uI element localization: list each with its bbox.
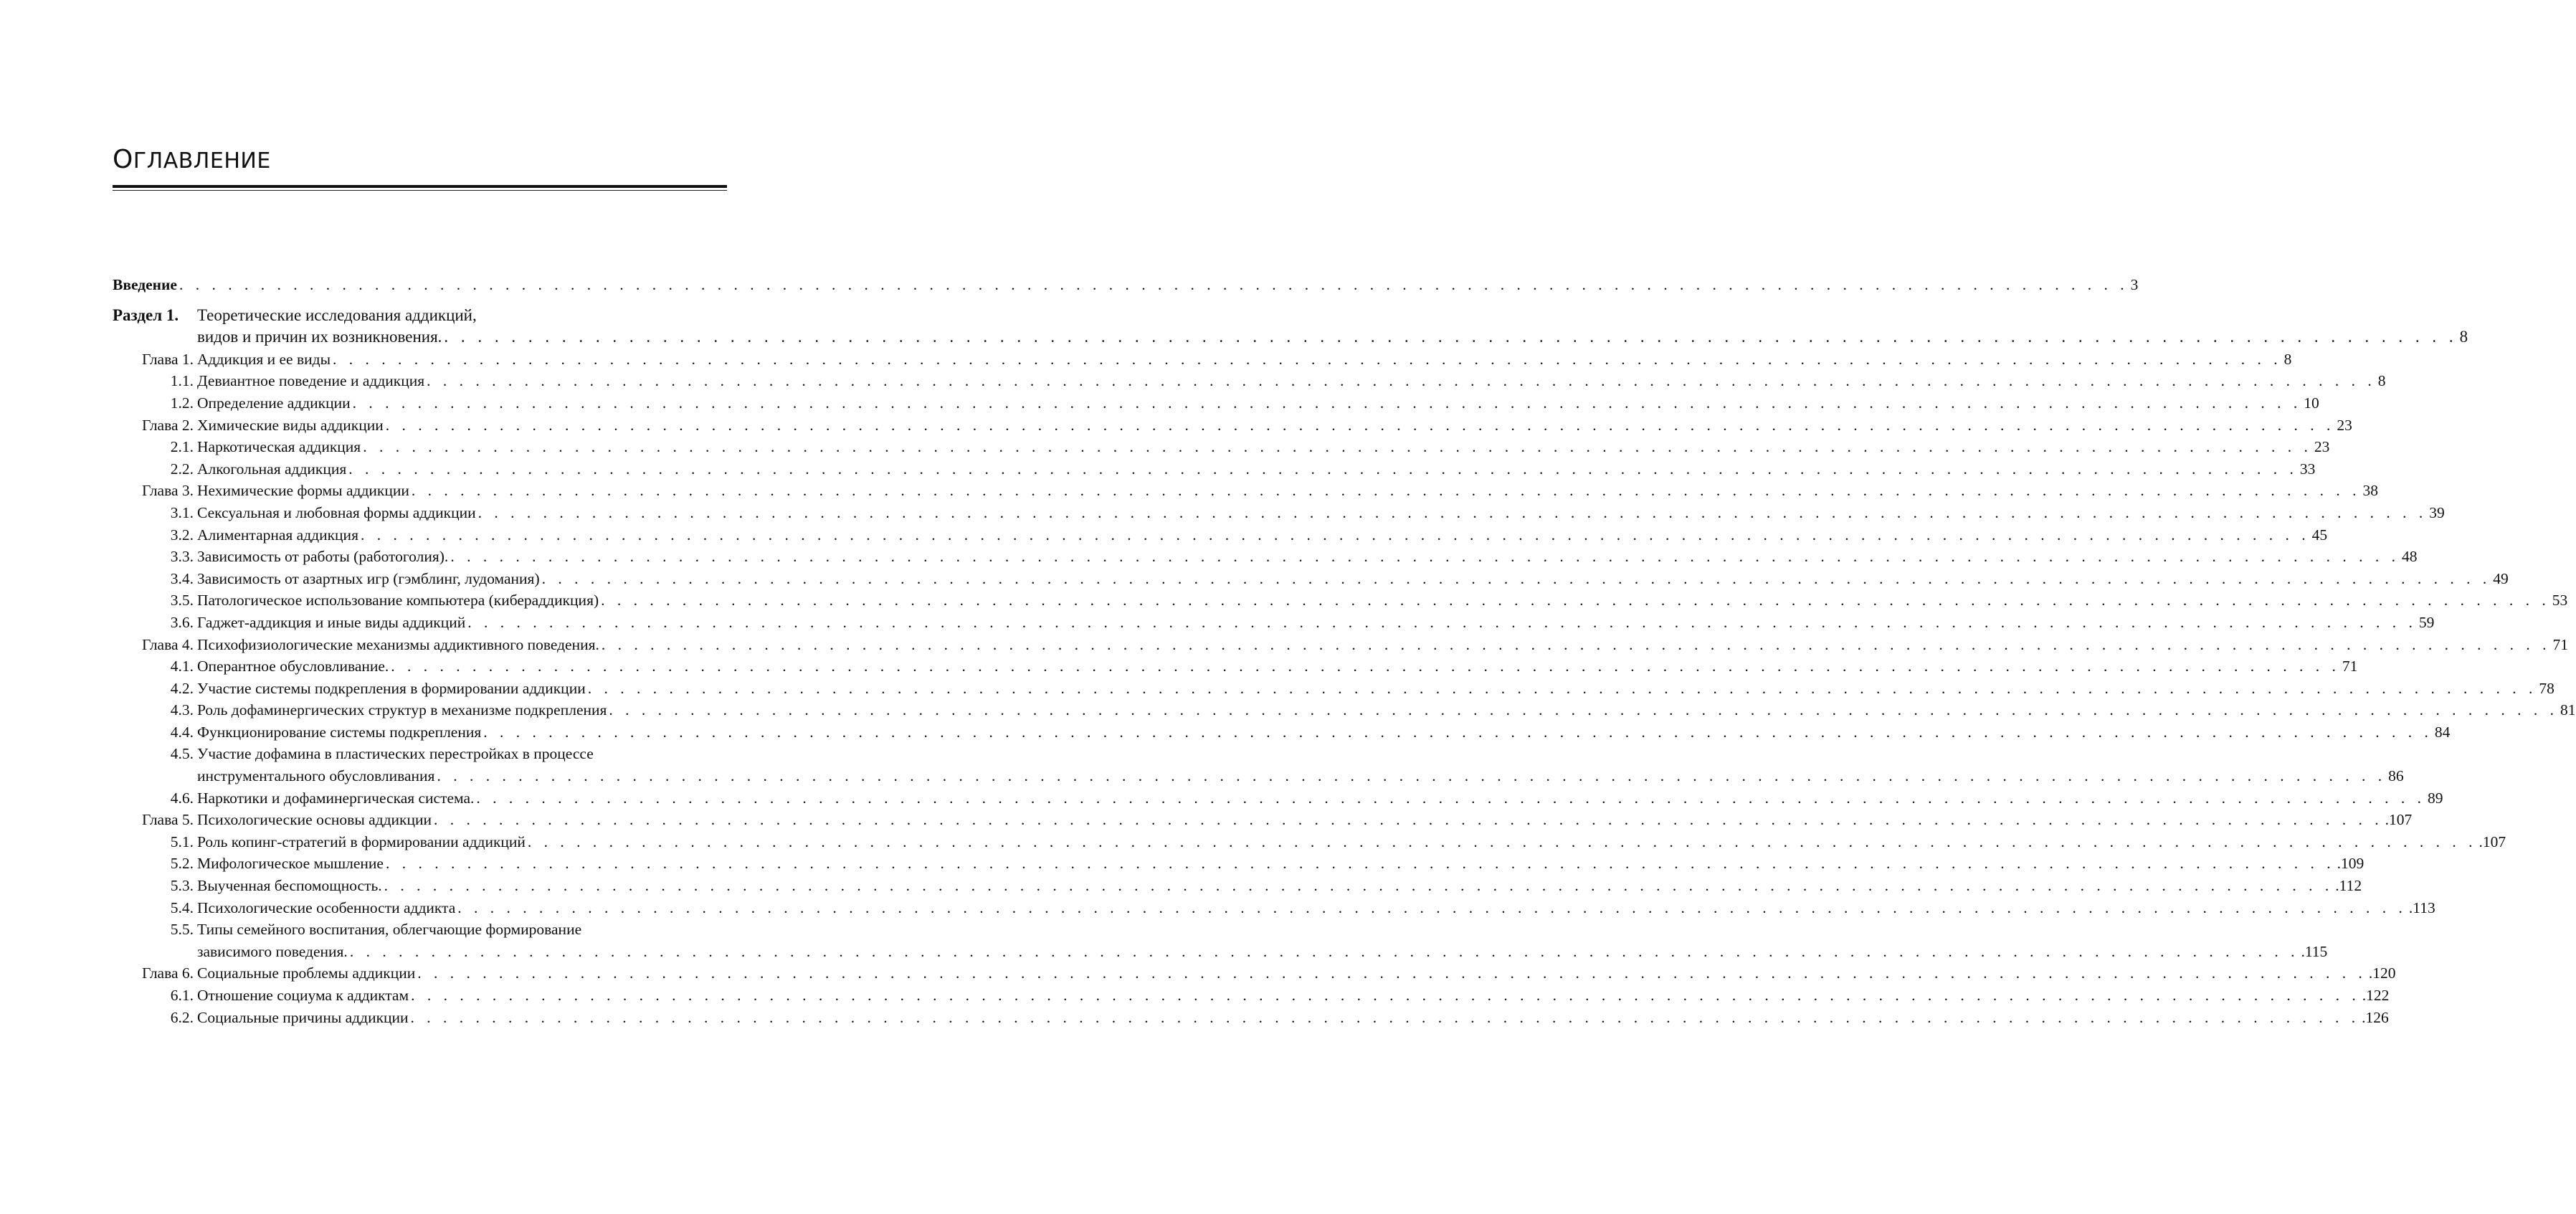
toc-entry-number: Глава 6.: [142, 964, 194, 982]
toc-entry-title: Патологическое использование компьютера (кибераддикция): [197, 592, 599, 610]
dot-leader: . . . . . . . . . . . . . . . . . . . . . . . . . . . . . . . . . . . . . . . . . . . . . . . . . . . . . . . . . . . . . . . . . . . . . . . . . . . . . . . . . . . . . . . . . . . . . . . . . . . . . . . . . . . . . . . . . . . . . . . .: [333, 350, 2282, 368]
toc-entry-page: 48: [2401, 548, 2418, 566]
toc-entry-title: Роль копинг-стратегий в формировании аддикций: [197, 833, 526, 850]
dot-leader: . . . . . . . . . . . . . . . . . . . . . . . . . . . . . . . . . . . . . . . . . . . . . . . . . . . . . . . . . . . . . . . . . . . . . . . . . . . . . . . . . . . . . . . . . . . . . . . . . . . . . . . . . . . . . . . . . . . . . . . .: [410, 1008, 2360, 1026]
dot-leader: . . . . . . . . . . . . . . . . . . . . . . . . . . . . . . . . . . . . . . . . . . . . . . . . . . . . . . . . . . . . . . . . . . . . . . . . . . . . . . . . . . . . . . . . . . . . . . . . . . . . . . . . . . . . . . . . . . . . . . . .: [601, 592, 2550, 610]
toc-entry-page: 33: [2299, 460, 2316, 478]
toc-entry-page: 10: [2304, 394, 2319, 412]
toc-entry-title: Аддикция и ее виды: [197, 350, 331, 368]
dot-leader: . . . . . . . . . . . . . . . . . . . . . . . . . . . . . . . . . . . . . . . . . . . . . . . . . . . . . . . . . . . . . . . . . . . . . . . . . . . . . . . . . . . . . . . . . . . . . . . . . . . . . . . . . . . . . . . . . . . . . . . .: [384, 877, 2334, 895]
toc-entry-page: 81: [2560, 701, 2576, 719]
toc-entry-title: Социальные проблемы аддикции: [197, 964, 416, 982]
toc-entry-number: 3.4.: [170, 569, 194, 587]
toc-entry-number: 6.1.: [170, 987, 194, 1004]
toc-section[interactable]: [113, 919, 728, 941]
toc-chapter[interactable]: [113, 962, 2396, 985]
toc-section[interactable]: [113, 897, 2435, 919]
toc-entry-page: .109: [2337, 855, 2364, 873]
toc-entry-title: Психофизиологические механизмы аддиктивного поведения.: [197, 635, 599, 653]
toc-entry-title: Участие дофамина в пластических перестройках в процессе: [197, 745, 594, 763]
toc-entry-number: Глава 2.: [142, 416, 194, 434]
toc-entry-page: 39: [2429, 503, 2445, 521]
toc-entry-page: 78: [2539, 679, 2554, 697]
toc-entry-page: 8: [2377, 372, 2386, 390]
toc-entry-page: 53: [2552, 592, 2568, 610]
toc-intro-title: Введение: [113, 276, 177, 293]
toc-entry-title: Алкогольная аддикция: [197, 460, 347, 478]
dot-leader: . . . . . . . . . . . . . . . . . . . . . . . . . . . . . . . . . . . . . . . . . . . . . . . . . . . . . . . . . . . . . . . . . . . . . . . . . . . . . . . . . . . . . . . . . . . . . . . . . . . . . . . . . . . . . . . . . . . . . . . .: [363, 438, 2312, 456]
toc-entry-page: 23: [2314, 438, 2330, 456]
toc-entry-title: Девиантное поведение и аддикция: [197, 372, 425, 390]
toc-entry-title: Определение аддикции: [197, 394, 351, 412]
dot-leader: . . . . . . . . . . . . . . . . . . . . . . . . . . . . . . . . . . . . . . . . . . . . . . . . . . . . . . . . . . . . . . . . . . . . . . . . . . . . . . . . . . . . . . . . . . . . . . . . . . . . . . . . . . . . . . . . . . . . . . . .: [385, 416, 2335, 434]
toc-entry-page: 89: [2428, 789, 2443, 807]
dot-leader: . . . . . . . . . . . . . . . . . . . . . . . . . . . . . . . . . . . . . . . . . . . . . . . . . . . . . . . . . . . . . . . . . . . . . . . . . . . . . . . . . . . . . . . . . . . . . . . . . . . . . . . . . . . . . . . . . . . . . . . .: [601, 635, 2551, 653]
toc-section[interactable]: [113, 655, 2358, 678]
dot-leader: . . . . . . . . . . . . . . . . . . . . . . . . . . . . . . . . . . . . . . . . . . . . . . . . . . . . . . . . . . . . . . . . . . . . . . . . . . . . . . . . . . . . . . . . . . . . . . . . . . . . . . . . . . . . . . . . . . . . . . . .: [609, 701, 2559, 719]
dot-leader: . . . . . . . . . . . . . . . . . . . . . . . . . . . . . . . . . . . . . . . . . . . . . . . . . . . . . . . . . . . . . . . . . . . . . . . . . . . . . . . . . . . . . . . . . . . . . . . . . . . . . . . . . . . . . . . . . . . . . . . .: [391, 658, 2340, 675]
toc-entry-title: Алиментарная аддикция: [197, 526, 358, 544]
toc-section[interactable]: [113, 875, 2362, 897]
toc-intro-page: 3: [2130, 276, 2139, 293]
toc-entry-number: 3.2.: [170, 526, 194, 544]
toc-entry-page: 23: [2337, 416, 2352, 434]
toc-entry-number: 5.4.: [170, 898, 194, 916]
toc-entry-number: 4.3.: [170, 701, 194, 719]
toc-entry-number: 5.1.: [170, 833, 194, 850]
toc-entry-title: Оперантное обусловливание.: [197, 658, 389, 675]
toc-entry-page: .107: [2478, 833, 2506, 850]
toc-entry-number: Глава 3.: [142, 482, 194, 500]
toc-chapter[interactable]: [113, 634, 2568, 656]
toc-section[interactable]: [113, 370, 2386, 392]
toc-entry-page: 86: [2388, 767, 2404, 785]
toc-intro[interactable]: [113, 274, 2139, 296]
toc-entry-title: Химические виды аддикции: [197, 416, 384, 434]
toc-part-line2[interactable]: [113, 326, 2468, 348]
page-title: [113, 145, 271, 174]
toc-entry-page: 45: [2311, 526, 2328, 544]
dot-leader: . . . . . . . . . . . . . . . . . . . . . . . . . . . . . . . . . . . . . . . . . . . . . . . . . . . . . . . . . . . . . . . . . . . . . . . . . . . . . . . . . . . . . . . . . . . . . . . . . . . . . . . . . . . . . . . . . . . . . . . .: [411, 482, 2361, 500]
toc-section[interactable]: [113, 589, 2568, 612]
toc-entry-number: 5.3.: [170, 877, 194, 895]
toc-entry-title: Наркотики и дофаминергическая система.: [197, 789, 475, 807]
toc-entry-page: .122: [2362, 987, 2390, 1004]
toc-entries: [113, 348, 2576, 1028]
toc-entry-page: .113: [2408, 898, 2435, 916]
dot-leader: . . . . . . . . . . . . . . . . . . . . . . . . . . . . . . . . . . . . . . . . . . . . . . . . . . . . . . . . . . . . . . . . . . . . . . . . . . . . . . . . . . . . . . . . . . . . . . . . . . . . . . . . . . . . . . . . . . . . . . . .: [483, 723, 2433, 741]
toc-entry-page: 71: [2552, 635, 2568, 653]
table-of-contents: [113, 274, 2576, 1028]
dot-leader: . . . . . . . . . . . . . . . . . . . . . . . . . . . . . . . . . . . . . . . . . . . . . . . . . . . . . . . . . . . . . . . . . . . . . . . . . . . . . . . . . . . . . . . . . . . . . . . . . . . . . . . . . . . . . . . . . . . . . . . .: [179, 276, 2129, 293]
toc-section-continued[interactable]: [113, 765, 2404, 787]
toc-entry-title: Социальные причины аддикции: [197, 1008, 409, 1026]
toc-part-line1[interactable]: [113, 305, 728, 327]
toc-entry-number: 1.1.: [170, 372, 194, 390]
toc-section[interactable]: [113, 1007, 2389, 1029]
toc-entry-number: Глава 1.: [142, 350, 194, 368]
toc-entry-number: 1.2.: [170, 394, 194, 412]
toc-chapter[interactable]: [113, 809, 2413, 831]
toc-entry-number: 3.3.: [170, 548, 194, 566]
dot-leader: . . . . . . . . . . . . . . . . . . . . . . . . . . . . . . . . . . . . . . . . . . . . . . . . . . . . . . . . . . . . . . . . . . . . . . . . . . . . . . . . . . . . . . . . . . . . . . . . . . . . . . . . . . . . . . . . . . . . . . . .: [385, 855, 2335, 873]
toc-entry-page: 8: [2283, 350, 2292, 368]
toc-entry-title: Мифологическое мышление: [197, 855, 384, 873]
toc-section[interactable]: [113, 436, 2330, 458]
dot-leader: . . . . . . . . . . . . . . . . . . . . . . . . . . . . . . . . . . . . . . . . . . . . . . . . . . . . . . . . . . . . . . . . . . . . . . . . . . . . . . . . . . . . . . . . . . . . . . . . . . . . . . . . . . . . . . . . . . . . . . . .: [349, 942, 2299, 960]
toc-entry-number: 2.1.: [170, 438, 194, 456]
toc-entry-title: Выученная беспомощность.: [197, 877, 382, 895]
dot-leader: . . . . . . . . . . . . . . . . . . . . . . . . . . . . . . . . . . . . . . . . . . . . . . . . . . . . . . . . . . . . . . . . . . . . . . . . . . . . . . . . . . . . . . . . . . . . . . . . . . . . . . . . . . . . . . . . . . . . . . . .: [360, 526, 2310, 544]
toc-section[interactable]: [113, 721, 2451, 744]
toc-entry-title: Роль дофаминергических структур в механизме подкрепления: [197, 701, 607, 719]
toc-entry-number: Глава 4.: [142, 635, 194, 653]
toc-entry-page: .112: [2335, 877, 2362, 895]
toc-chapter[interactable]: [113, 348, 2292, 371]
toc-entry-number: 3.6.: [170, 613, 194, 631]
toc-section[interactable]: [113, 612, 2435, 634]
toc-section[interactable]: [113, 787, 2443, 810]
toc-entry-title: Психологические основы аддикции: [197, 811, 432, 829]
toc-entry-number: Глава 5.: [142, 811, 194, 829]
toc-entry-title: Наркотическая аддикция: [197, 438, 361, 456]
toc-entry-page: 38: [2362, 482, 2379, 500]
toc-entry-title: Функционирование системы подкрепления: [197, 723, 482, 741]
toc-entry-title: Участие системы подкрепления в формировании аддикции: [197, 679, 586, 697]
toc-entry-title: инструментального обусловливания: [197, 767, 435, 785]
dot-leader: . . . . . . . . . . . . . . . . . . . . . . . . . . . . . . . . . . . . . . . . . . . . . . . . . . . . . . . . . . . . . . . . . . . . . . . . . . . . . . . . . . . . . . . . . . . . . . . . . . . . . . . . . . . . . . . . . . . . . . . .: [477, 503, 2428, 521]
toc-entry-title: Отношение социума к аддиктам: [197, 987, 409, 1004]
toc-entry-page: 49: [2493, 569, 2509, 587]
toc-part-title-line1: Теоретические исследования аддикций,: [197, 305, 477, 324]
toc-section[interactable]: [113, 699, 2576, 721]
toc-entry-page: 71: [2342, 658, 2358, 675]
toc-entry-page: 59: [2418, 613, 2435, 631]
toc-entry-page: 84: [2434, 723, 2451, 741]
toc-section[interactable]: [113, 502, 2445, 524]
dot-leader: . . . . . . . . . . . . . . . . . . . . . . . . . . . . . . . . . . . . . . . . . . . . . . . . . . . . . . . . . . . . . . . . . . . . . . . . . . . . . . . . . . . . . . . . . . . . . . . . . . . . . . . . . . . . . . . . . . . . . . . .: [476, 789, 2426, 807]
dot-leader: . . . . . . . . . . . . . . . . . . . . . . . . . . . . . . . . . . . . . . . . . . . . . . . . . . . . . . . . . . . . . . . . . . . . . . . . . . . . . . . . . . . . . . . . . . . . . . . . . . . . . . . . . . . . . . . . . . . . . . . .: [527, 833, 2477, 850]
dot-leader: . . . . . . . . . . . . . . . . . . . . . . . . . . . . . . . . . . . . . . . . . . . . . . . . . . . . . . . . . . . . . . . . . . . . . . . . . . . . . . . . . . . . . . . . . . . . . . . . . . . . . . . . . . . . . . . . . . . . . . . .: [587, 679, 2537, 697]
toc-chapter[interactable]: [113, 414, 2352, 437]
dot-leader: . . . . . . . . . . . . . . . . . . . . . . . . . . . . . . . . . . . . . . . . . . . . . . . . . . . . . . . . . . . . . . . . . . . . . . . . . . . . . . . . . . . . . . . . . . . . . . . . . . . . . . . . . . . . . . . . . . . . . . . .: [437, 767, 2387, 785]
title-rule-thin: [113, 190, 727, 191]
toc-entry-number: 4.1.: [170, 658, 194, 675]
dot-leader: . . . . . . . . . . . . . . . . . . . . . . . . . . . . . . . . . . . . . . . . . . . . . . . . . . . . . . . . . . . . . . . . . . . . . . . . . . . . . . . . . . . . . . . . . . . . . . . . . . . . . . . . . . . . . . . . . . . . . . . .: [541, 569, 2491, 587]
toc-entry-number: 5.5.: [170, 921, 194, 939]
page-title-rest: ГЛАВЛЕНИЕ: [133, 148, 271, 174]
toc-section[interactable]: [113, 678, 2554, 700]
toc-section-continued[interactable]: [113, 941, 2328, 963]
dot-leader: . . . . . . . . . . . . . . . . . . . . . . . . . . . . . . . . . . . . . . . . . . . . . . . . . . . . . . . . . . . . . . . . . . . . . . . . . . . . . . . . . . . . . . . . . . . . . . . . . . . . . . . . . . . . . . . . . . . . . . . .: [352, 394, 2302, 412]
toc-entry-number: 4.6.: [170, 789, 194, 807]
toc-entry-number: 4.5.: [170, 745, 194, 763]
toc-part-title-line2: видов и причин их возникновения.: [197, 328, 442, 346]
toc-entry-page: .107: [2385, 811, 2413, 829]
toc-section[interactable]: [113, 568, 2509, 590]
toc-entry-number: 4.4.: [170, 723, 194, 741]
toc-entry-title: Сексуальная и любовная формы аддикции: [197, 503, 476, 521]
toc-entry-page: .115: [2301, 942, 2328, 960]
toc-entry-number: 2.2.: [170, 460, 194, 478]
page-title-initial: О: [113, 145, 133, 174]
toc-entry-number: 3.5.: [170, 592, 194, 610]
dot-leader: . . . . . . . . . . . . . . . . . . . . . . . . . . . . . . . . . . . . . . . . . . . . . . . . . . . . . . . . . . . . . . . . . . . . . . . . . . . . . . . . . . . . . . . . . . . . . . . . . . . . . . . . . . . . . . . . . . . . . . . .: [467, 613, 2417, 631]
toc-entry-title: Зависимость от работы (работоголия).: [197, 548, 449, 566]
toc-entry-page: .126: [2362, 1008, 2389, 1026]
dot-leader: . . . . . . . . . . . . . . . . . . . . . . . . . . . . . . . . . . . . . . . . . . . . . . . . . . . . . . . . . . . . . . . . . . . . . . . . . . . . . . . . . . . . . . . . . . . . . . . . . . . . . . . . . . . . . . . . . . . . . . . .: [434, 811, 2383, 829]
dot-leader: . . . . . . . . . . . . . . . . . . . . . . . . . . . . . . . . . . . . . . . . . . . . . . . . . . . . . . . . . . . . . . . . . . . . . . . . . . . . . . . . . . . . . . . . . . . . . . . . . . . . . . . . . . . . . . . . . . . . . . . .: [411, 987, 2360, 1004]
toc-entry-number: 4.2.: [170, 679, 194, 697]
toc-section[interactable]: [113, 985, 2390, 1007]
toc-section[interactable]: [113, 524, 2328, 546]
toc-chapter[interactable]: [113, 480, 2379, 502]
dot-leader: . . . . . . . . . . . . . . . . . . . . . . . . . . . . . . . . . . . . . . . . . . . . . . . . . . . . . . . . . . . . . . . . . . . . . . . . . . . . . . . . . . . . . . . . . . . . . . . . . . . . . . . . . . . . . . . . . . . . . . . .: [450, 548, 2400, 566]
dot-leader: . . . . . . . . . . . . . . . . . . . . . . . . . . . . . . . . . . . . . . . . . . . . . . . . . . . . . . . . . . . . . . . . . . . . . . . . . . . . . . . . . . . . . . . . . . . . . . . . . . . . . . . . . . . . . . . . . . . . . . . .: [457, 898, 2407, 916]
dot-leader: . . . . . . . . . . . . . . . . . . . . . . . . . . . . . . . . . . . . . . . . . . . . . . . . . . . . . . . . . . . . . . . . . . . . . . . . . . . . . . . . . . . . . . . . . . . . . . . . . . . . . . . . . . . . . . . . . . . . . . . .: [348, 460, 2298, 478]
dot-leader: . . . . . . . . . . . . . . . . . . . . . . . . . . . . . . . . . . . . . . . . . . . . . . . . . . . . . . . . . . . . . . . . . . . . . . . . . . . . . . . . . . . . . . . . . . . . . . . . . . . . . . . . . . . . . . . . . . . . . . . .: [427, 372, 2376, 390]
toc-entry-title: зависимого поведения.: [197, 942, 348, 960]
toc-section[interactable]: [113, 853, 2364, 875]
title-rule-thick: [113, 185, 727, 188]
toc-section[interactable]: [113, 743, 728, 765]
toc-entry-page: .120: [2368, 964, 2396, 982]
toc-section[interactable]: [113, 546, 2418, 568]
toc-entry-title: Гаджет-аддикция и иные виды аддикций: [197, 613, 466, 631]
toc-entry-title: Нехимические формы аддикции: [197, 482, 409, 500]
toc-entry-number: 3.1.: [170, 503, 194, 521]
toc-entry-title: Зависимость от азартных игр (гэмблинг, лудомания): [197, 569, 540, 587]
dot-leader: . . . . . . . . . . . . . . . . . . . . . . . . . . . . . . . . . . . . . . . . . . . . . . . . . . . . . . . . . . . . . . . . . . . . . . . . . . . . . . . . . . . . . . . . . . . . . . . . . . . . . . . . . . . . . . . . . . . . . . . .: [417, 964, 2367, 982]
toc-entry-number: 5.2.: [170, 855, 194, 873]
toc-section[interactable]: [113, 458, 2316, 480]
toc-part-label: Раздел 1.: [113, 305, 179, 324]
toc-entry-title: Типы семейного воспитания, облегчающие формирование: [197, 921, 582, 939]
toc-part-page: 8: [2459, 328, 2468, 346]
toc-entry-title: Психологические особенности аддикта: [197, 898, 456, 916]
toc-entry-number: 6.2.: [170, 1008, 194, 1026]
dot-leader: . . . . . . . . . . . . . . . . . . . . . . . . . . . . . . . . . . . . . . . . . . . . . . . . . . . . . . . . . . . . . . . . . . . . . . . . . . . . . . . . . . . . . . . . . . . . . . . . . . . . . . . . . . . . . . . . . . . . . . . .: [444, 328, 2458, 346]
toc-section[interactable]: [113, 831, 2506, 853]
toc-section[interactable]: [113, 392, 2319, 414]
